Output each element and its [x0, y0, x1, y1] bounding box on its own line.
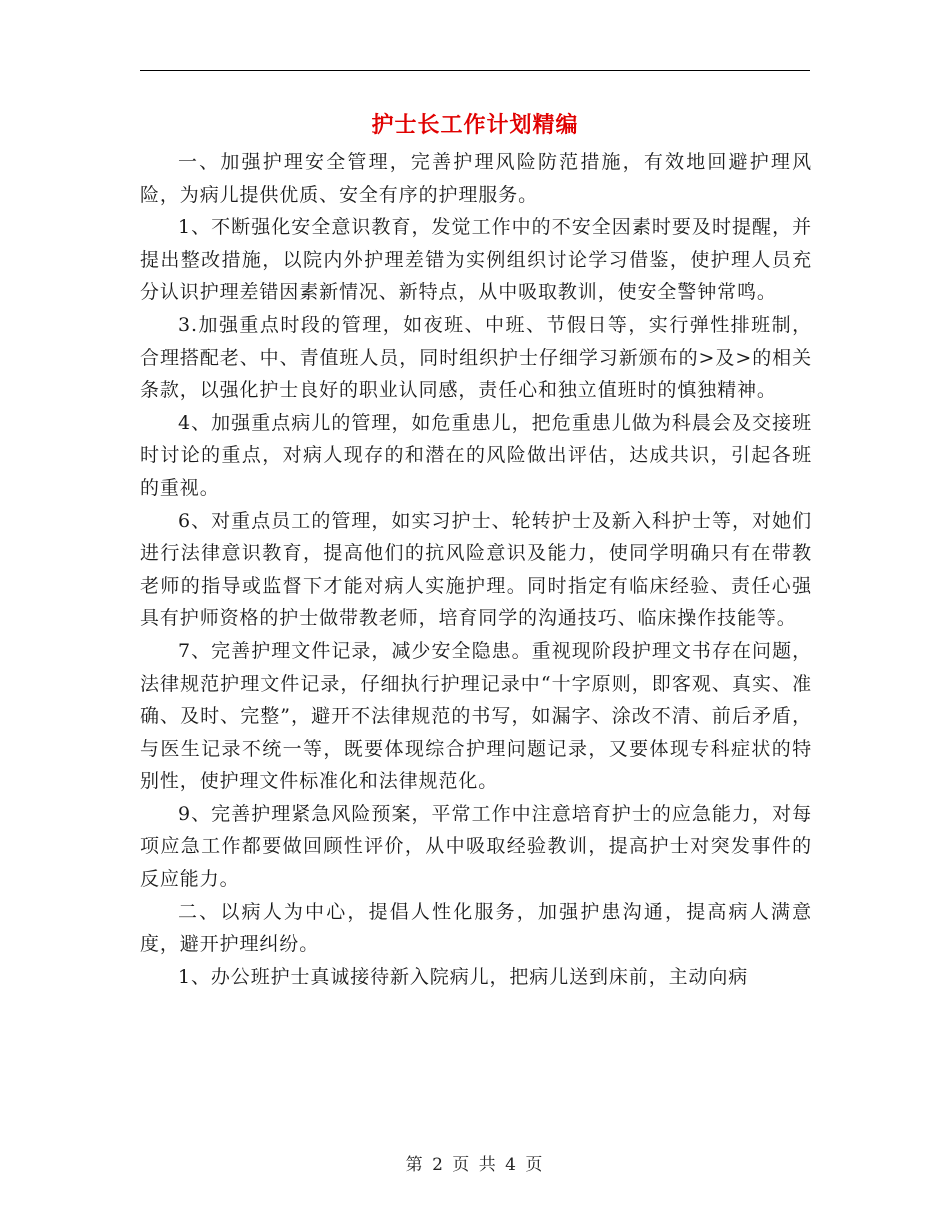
paragraph: 1、办公班护士真诚接待新入院病儿，把病儿送到床前，主动向病	[178, 965, 749, 988]
paragraph: 二、以病人为中心，提倡人性化服务，加强护患沟通，提高病人满意度，避开护理纠纷。	[140, 900, 812, 956]
paragraph: 4、加强重点病儿的管理，如危重患儿，把危重患儿做为科晨会及交接班时讨论的重点，对病人现存的和潜在的风险做出评估，达成共识，引起各班的重视。	[140, 411, 812, 499]
page-number: 第 2 页 共 4 页	[405, 1155, 545, 1175]
paragraph: 一、加强护理安全管理，完善护理风险防范措施，有效地回避护理风险，为病儿提供优质、安全有序的护理服务。	[140, 151, 812, 206]
paragraph: 6、对重点员工的管理，如实习护士、轮转护士及新入科护士等，对她们进行法律意识教育，提高他们的抗风险意识及能力，使同学明确只有在带教老师的指导或监督下才能对病人实施护理。同时指定有临床经验、责任心强具有护师资格的护士做带教老师，培育同学的沟通技巧、临床操作技能等。	[140, 509, 812, 630]
paragraph: 9、完善护理紧急风险预案，平常工作中注意培育护士的应急能力，对每项应急工作都要做回顾性评价，从中吸取经验教训，提高护士对突发事件的反应能力。	[140, 802, 812, 891]
paragraph: 7、完善护理文件记录，减少安全隐患。重视现阶段护理文书存在问题，法律规范护理文件记录，仔细执行护理记录中“十字原则，即客观、真实、准确、及时、完整”，避开不法律规范的书写，如漏字、涂改不清、前后矛盾，与医生记录不统一等，既要体现综合护理问题记录，又要体现专科症状的特别性，使护理文件标准化和法律规范化。	[140, 639, 812, 793]
paragraph: 3.加强重点时段的管理，如夜班、中班、节假日等，实行弹性排班制，合理搭配老、中、青值班人员，同时组织护士仔细学习新颁布的>及>的相关条款，以强化护士良好的职业认同感，责任心和独立值班时的慎独精神。	[140, 313, 812, 402]
header-rule	[140, 70, 810, 71]
paragraph: 1、不断强化安全意识教育，发觉工作中的不安全因素时要及时提醒，并提出整改措施，以院内外护理差错为实例组织讨论学习借鉴，使护理人员充分认识护理差错因素新情况、新特点，从中吸取教训，使安全警钟常鸣。	[140, 216, 812, 304]
document-body	[140, 146, 812, 993]
document-title: 护士长工作计划精编	[371, 112, 579, 138]
